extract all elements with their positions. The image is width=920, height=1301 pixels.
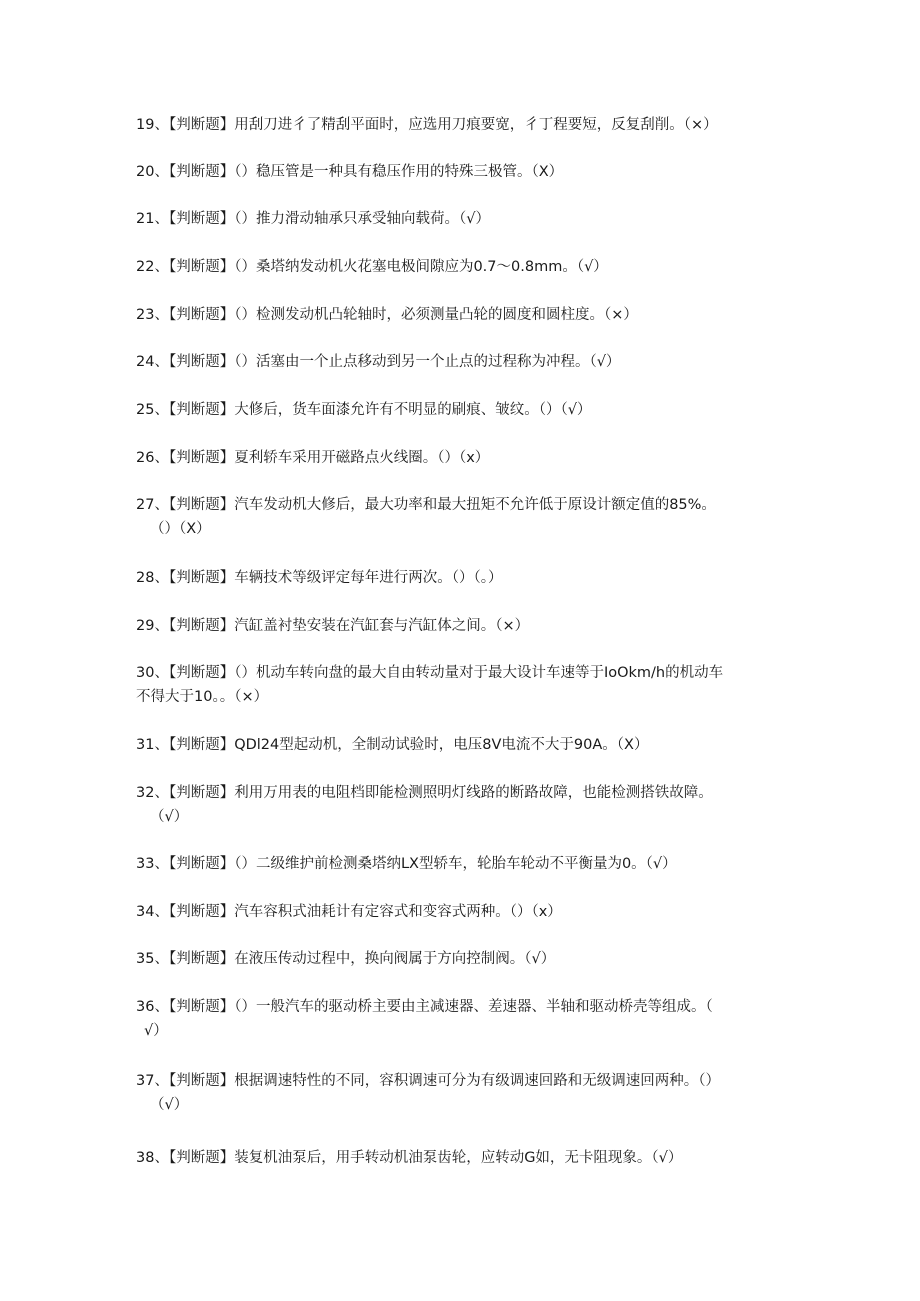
question-text: 38、【判断题】装复机油泵后，用手转动机油泵齿轮，应转动G如，无卡阻现象。（√） [136,1150,683,1166]
question-25 [136,398,786,422]
question-35 [136,947,786,971]
question-34 [136,900,786,924]
question-28 [136,566,786,590]
question-text: 26、【判断题】夏利轿车采用开磁路点火线圈。（）（x） [136,450,490,466]
question-37 [136,1069,786,1117]
question-text: 36、【判断题】（）一般汽车的驱动桥主要由主减速器、差速器、半轴和驱动桥壳等组成。（ [136,999,713,1015]
question-continuation: √） [144,1023,168,1039]
question-32 [136,781,786,829]
question-text: 24、【判断题】（）活塞由一个止点移动到另一个止点的过程称为冲程。（√） [136,354,621,370]
question-text: 31、【判断题】QDl24型起动机，全制动试验时，电压8V电流不大于90A。（X） [136,737,649,753]
question-36 [136,995,786,1043]
question-text: 19、【判断题】用刮刀进彳了精刮平面时，应选用刀痕要宽，彳丁程要短，反复刮削。（×） [136,117,718,133]
question-19 [136,113,786,137]
question-31 [136,733,786,757]
question-text: 30、【判断题】（）机动车转向盘的最大自由转动量对于最大设计车速等于IoOkm/h的机动车 [136,665,724,681]
question-27 [136,493,786,541]
question-38 [136,1146,786,1170]
question-text: 35、【判断题】在液压传动过程中，换向阀属于方向控制阀。（√） [136,951,556,967]
question-text: 34、【判断题】汽车容积式油耗计有定容式和变容式两种。（）（x） [136,904,562,920]
question-text: 37、【判断题】根据调速特性的不同，容积调速可分为有级调速回路和无级调速回两种。（） [136,1073,720,1089]
question-22 [136,255,786,279]
question-26 [136,446,786,470]
question-text: 33、【判断题】（）二级维护前检测桑塔纳LX型轿车，轮胎车轮动不平衡量为0。（√） [136,856,677,872]
question-text: 28、【判断题】车辆技术等级评定每年进行两次。（）（。） [136,570,503,586]
question-21 [136,207,786,231]
question-text: 22、【判断题】（）桑塔纳发动机火花塞电极间隙应为0.7～0.8mm。（√） [136,259,608,275]
question-29 [136,614,786,638]
question-text: 32、【判断题】利用万用表的电阻档即能检测照明灯线路的断路故障，也能检测搭铁故障。 [136,785,713,801]
question-23 [136,303,786,327]
question-continuation: 不得大于10。。（×） [136,689,269,705]
question-text: 29、【判断题】汽缸盖衬垫安装在汽缸套与汽缸体之间。（×） [136,618,530,634]
question-continuation: （）（X） [150,521,211,537]
question-text: 21、【判断题】（）推力滑动轴承只承受轴向载荷。（√） [136,211,490,227]
question-33 [136,852,786,876]
question-text: 20、【判断题】（）稳压管是一种具有稳压作用的特殊三极管。（X） [136,164,564,180]
question-text: 27、【判断题】汽车发动机大修后，最大功率和最大扭矩不允许低于原设计额定值的85%。 [136,497,716,513]
question-text: 23、【判断题】（）检测发动机凸轮轴时，必须测量凸轮的圆度和圆柱度。（×） [136,307,638,323]
question-24 [136,350,786,374]
question-30 [136,661,786,709]
question-text: 25、【判断题】大修后，货车面漆允许有不明显的刷痕、皱纹。（）（√） [136,402,592,418]
question-continuation: （√） [150,809,189,825]
question-20 [136,160,786,184]
question-continuation: （√） [150,1097,189,1113]
